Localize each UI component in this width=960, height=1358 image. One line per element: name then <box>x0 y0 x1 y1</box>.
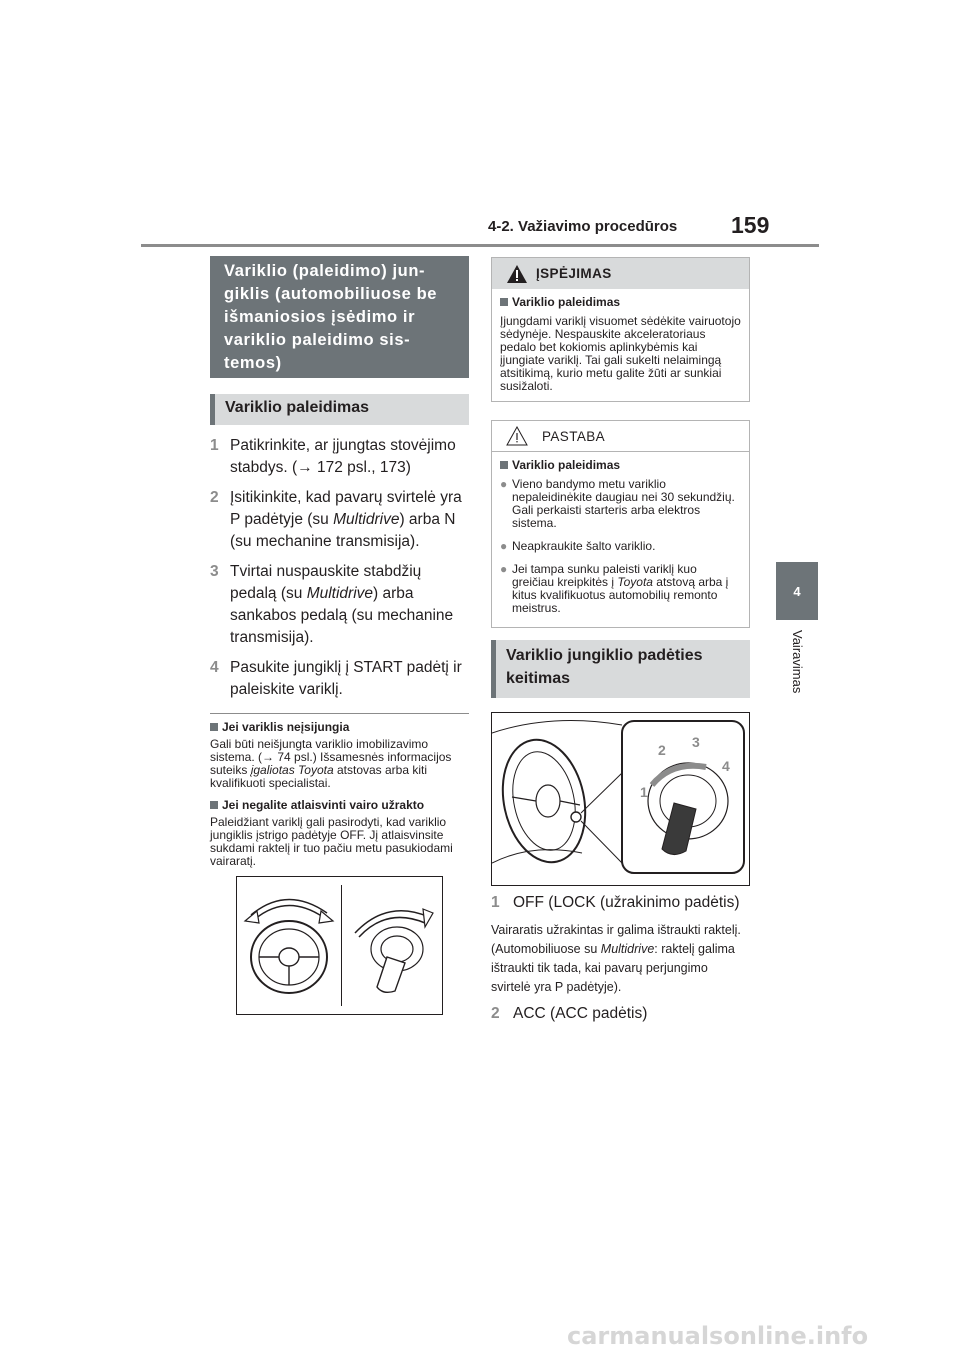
figure-label: 2 <box>658 742 666 758</box>
steering-key-illustration <box>236 876 443 1015</box>
chapter-tab <box>776 562 818 620</box>
ignition-switch-illustration <box>491 712 750 886</box>
section-heading: Variklio (paleidimo) jun-giklis (automobiliuose be išmaniosios įsėdimo ir variklio paleidimo sis-temos) <box>210 256 469 378</box>
position-description: Vairaratis užrakintas ir galima ištraukti raktelį. (Automobiliuose su Multidrive: raktelį galima ištraukti tik tada, kai pavarų perjungimo svirtelė yra P padėtyje). <box>491 923 741 994</box>
circle-bullet-icon: ● <box>500 477 508 491</box>
step-text: ACC (ACC padėtis) <box>513 1005 648 1022</box>
note-body-engine-not-start: Gali būti neišjungta variklio imobilizavimo sistema. (→ 74 psl.) Išsamesnės informacijos suteiks įgaliotas Toyota atstovas arba kiti kvalifikuoti specialistai. <box>210 737 452 790</box>
step-text: Įsitikinkite, kad pavarų svirtelė yra P padėtyje (su Multidrive) arba N (su mechanine transmisija). <box>230 489 462 550</box>
notice-bullet: ● Jei tampa sunku paleisti variklį kuo greičiau kreipkitės į Toyota atstovą arba į kitus kvalifikuotus automobilių remonto meistrus. <box>500 562 729 615</box>
position-step <box>491 1003 750 1024</box>
warning-title: Variklio paleidimas <box>500 295 741 309</box>
note-title-steering-lock: Jei negalite atlaisvinti vairo užrakto <box>210 798 469 812</box>
warning-box <box>491 257 750 402</box>
warning-body: Įjungdami variklį visuomet sėdėkite vairuotojo sėdynėje. Nespauskite akceleratoriaus pedalo bet kokiomis aplinkybėmis kai įjungiate variklį. Tai gali sukelti nelaimingą atsitikimą, kurio metu galite žūti ar sunkiai susižaloti. <box>500 314 741 393</box>
step-text: Tvirtai nuspauskite stabdžių pedalą (su Multidrive) arba sankabos pedalą (su mechanine transmisija). <box>230 563 454 646</box>
step-number: 1 <box>210 437 219 454</box>
square-bullet-icon <box>210 801 218 809</box>
step-number: 4 <box>210 659 219 676</box>
notice-bullet: ● Vieno bandymo metu variklio nepaleidinėkite daugiau nei 30 sekundžių. Gali perkaisti starteris arba elektros sistema. <box>500 477 735 530</box>
figure-divider <box>341 885 342 1006</box>
step-number: 2 <box>210 489 219 506</box>
square-bullet-icon <box>210 723 218 731</box>
step-item <box>210 657 469 701</box>
note-body-steering-lock: Paleidžiant variklį gali pasirodyti, kad variklio jungiklis įstrigo padėtyje OFF. Jį atlaisvinsite sukdami raktelį ir tuo pačiu metu pasukiodami vairaratį. <box>210 815 453 868</box>
step-number: 3 <box>210 563 219 580</box>
subsection-heading-positions: Variklio jungiklio padėties keitimas <box>491 640 750 698</box>
step-item <box>210 487 469 553</box>
note-title-engine-not-start: Jei variklis neįsijungia <box>210 720 469 734</box>
square-bullet-icon <box>500 461 508 469</box>
start-steps <box>210 435 469 701</box>
subsection-heading-starting: Variklio paleidimas <box>210 394 469 425</box>
notice-content <box>492 452 749 627</box>
notice-bullet: ● Neapkraukite šalto variklio. <box>500 539 656 553</box>
notice-triangle-icon <box>506 426 528 446</box>
ignition-switch-icon <box>492 713 749 885</box>
square-bullet-icon <box>500 298 508 306</box>
page-number: 159 <box>731 212 770 238</box>
header-rule <box>141 244 819 247</box>
position-step <box>491 892 750 913</box>
step-item <box>210 435 469 479</box>
step-text: Pasukite jungiklį į START padėtį ir paleiskite variklį. <box>230 659 462 698</box>
watermark: carmanualsonline.info <box>567 1322 869 1350</box>
notice-box <box>491 420 750 628</box>
notice-title: Variklio paleidimas <box>500 458 741 472</box>
figure-label: 1 <box>640 784 648 800</box>
circle-bullet-icon: ● <box>500 539 508 553</box>
step-text: Patikrinkite, ar įjungtas stovėjimo stabdys. (→ 172 psl., 173) <box>230 437 456 476</box>
warning-triangle-icon <box>506 264 528 284</box>
warning-heading: ĮSPĖJIMAS <box>492 258 749 289</box>
step-number: 2 <box>491 1005 500 1022</box>
step-text: OFF (LOCK (užrakinimo padėtis) <box>513 894 740 911</box>
chapter-label: Vairavimas <box>790 630 805 694</box>
section-title: 4-2. Važiavimo procedūros <box>488 218 678 235</box>
chapter-number: 4 <box>793 583 801 599</box>
notice-heading: PASTABA <box>492 421 749 452</box>
steering-wheel-icon <box>237 877 442 1014</box>
left-column <box>210 256 469 1015</box>
figure-label: 4 <box>722 758 730 774</box>
step-number: 1 <box>491 894 500 911</box>
right-column <box>491 257 750 1024</box>
divider <box>210 713 469 714</box>
step-item <box>210 561 469 649</box>
figure-label: 3 <box>692 734 700 750</box>
warning-content <box>492 289 749 401</box>
circle-bullet-icon: ● <box>500 562 508 576</box>
